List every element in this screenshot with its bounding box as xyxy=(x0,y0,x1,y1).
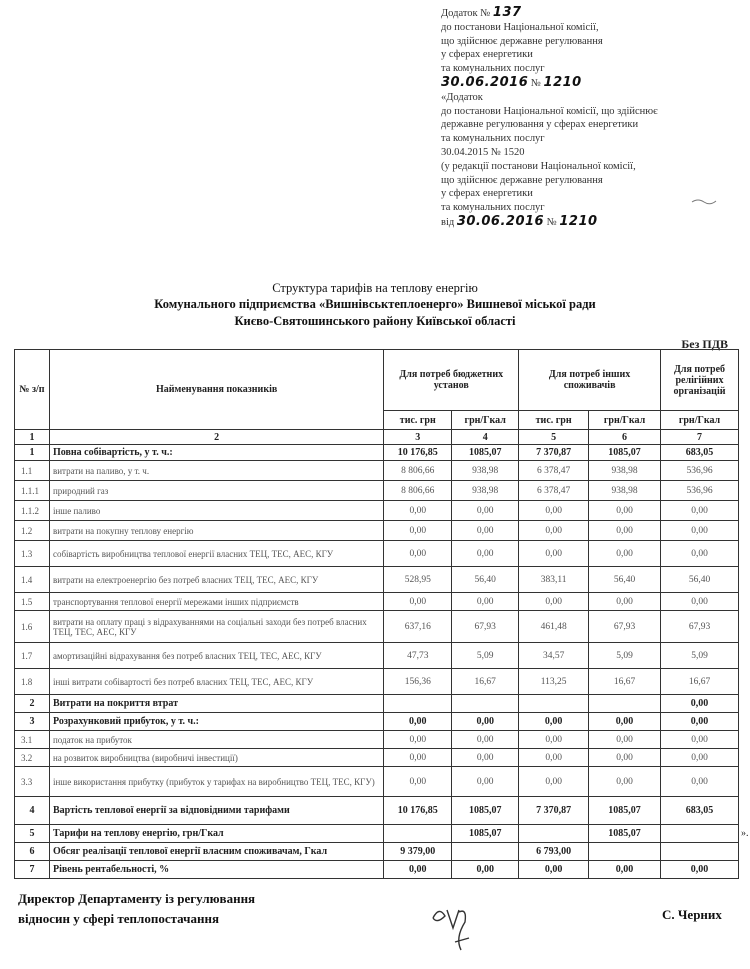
value-cell: 0,00 xyxy=(519,593,589,611)
unit-header: тис. грн xyxy=(384,411,452,430)
value-cell: 10 176,85 xyxy=(384,797,452,825)
position-line: Директор Департаменту із регулювання xyxy=(18,891,256,906)
vat-note: Без ПДВ xyxy=(681,337,728,351)
value-cell: 0,00 xyxy=(661,731,739,749)
value-cell: 0,00 xyxy=(661,695,739,713)
value-cell: 683,05 xyxy=(661,797,739,825)
region-name: Києво-Святошинського району Київської області xyxy=(234,314,516,328)
value-cell xyxy=(384,825,452,843)
header-line-appendix xyxy=(441,6,741,21)
value-cell: 47,73 xyxy=(384,643,452,669)
closing-quote: ». xyxy=(741,828,749,839)
column-number: 5 xyxy=(519,430,589,445)
header-indicator-name: Найменування показників xyxy=(49,350,383,430)
column-number: 6 xyxy=(589,430,661,445)
value-cell: 5,09 xyxy=(452,643,519,669)
row-index: 1 xyxy=(15,445,50,461)
value-cell: 0,00 xyxy=(519,749,589,767)
table-row xyxy=(15,749,739,767)
table-row xyxy=(15,521,739,541)
value-cell: 0,00 xyxy=(452,767,519,797)
header-line: (у редакції постанови Національної комісії, xyxy=(441,160,636,172)
value-cell: 67,93 xyxy=(452,611,519,643)
column-number: 2 xyxy=(49,430,383,445)
table-row xyxy=(15,731,739,749)
value-cell: 0,00 xyxy=(384,713,452,731)
value-cell: 0,00 xyxy=(452,731,519,749)
value-cell: 528,95 xyxy=(384,567,452,593)
handwritten-date: 30.06.2016 xyxy=(441,74,529,90)
value-cell: 536,96 xyxy=(661,461,739,481)
value-cell: 461,48 xyxy=(519,611,589,643)
value-cell: 0,00 xyxy=(661,521,739,541)
table-row xyxy=(15,695,739,713)
table-row xyxy=(15,843,739,861)
row-indicator-name: витрати на оплату праці з відрахуваннями на соціальні заходи без потреб власних ТЕЦ, ТЕС, АЕС, КГУ xyxy=(49,611,383,643)
row-indicator-name: Витрати на покриття втрат xyxy=(49,695,383,713)
table-row xyxy=(15,861,739,879)
row-indicator-name: витрати на паливо, у т. ч. xyxy=(49,461,383,481)
table-row xyxy=(15,825,739,843)
row-index: 3.1 xyxy=(15,731,50,749)
row-index: 3.2 xyxy=(15,749,50,767)
header-line-date xyxy=(441,215,741,230)
value-cell: 0,00 xyxy=(589,593,661,611)
value-cell: 0,00 xyxy=(384,731,452,749)
value-cell: 1085,07 xyxy=(452,825,519,843)
header-line: до постанови Національної комісії, що здійснює xyxy=(441,105,658,117)
row-indicator-name: на розвиток виробництва (виробничі інвестиції) xyxy=(49,749,383,767)
column-number: 4 xyxy=(452,430,519,445)
value-cell: 0,00 xyxy=(452,541,519,567)
row-indicator-name: Вартість теплової енергії за відповідними тарифами xyxy=(49,797,383,825)
handwritten-decree-number: 1210 xyxy=(559,213,598,229)
row-index: 5 xyxy=(15,825,50,843)
table-row xyxy=(15,767,739,797)
value-cell: 56,40 xyxy=(589,567,661,593)
row-indicator-name: Тарифи на теплову енергію, грн/Гкал xyxy=(49,825,383,843)
row-index: 1.1.2 xyxy=(15,501,50,521)
row-index: 3 xyxy=(15,713,50,731)
row-indicator-name: витрати на електроенергію без потреб власних ТЕЦ, ТЕС, АЕС, КГУ xyxy=(49,567,383,593)
value-cell xyxy=(519,825,589,843)
header-line: та комунальних послуг xyxy=(441,133,545,145)
value-cell: 7 370,87 xyxy=(519,797,589,825)
value-cell: 16,67 xyxy=(589,669,661,695)
value-cell: 1085,07 xyxy=(589,445,661,461)
value-cell: 0,00 xyxy=(452,501,519,521)
value-cell: 0,00 xyxy=(589,749,661,767)
value-cell: 16,67 xyxy=(661,669,739,695)
value-cell xyxy=(519,695,589,713)
document-title: Структура тарифів на теплову енергію xyxy=(272,281,478,295)
table-row xyxy=(15,643,739,669)
column-number: 1 xyxy=(15,430,50,445)
column-number: 7 xyxy=(661,430,739,445)
value-cell: 0,00 xyxy=(452,593,519,611)
value-cell: 0,00 xyxy=(661,541,739,567)
row-indicator-name: витрати на покупну теплову енергію xyxy=(49,521,383,541)
number-sign: № xyxy=(546,216,557,228)
value-cell: 0,00 xyxy=(384,861,452,879)
value-cell: 56,40 xyxy=(452,567,519,593)
header-religious-organizations: Для потреб релігійних організацій xyxy=(661,350,739,411)
value-cell: 1085,07 xyxy=(452,445,519,461)
row-index: 1.7 xyxy=(15,643,50,669)
table-row xyxy=(15,501,739,521)
table-row xyxy=(15,669,739,695)
value-cell: 0,00 xyxy=(452,521,519,541)
value-cell: 56,40 xyxy=(661,567,739,593)
stray-mark-icon xyxy=(690,196,720,206)
value-cell: 0,00 xyxy=(384,541,452,567)
value-cell: 0,00 xyxy=(519,541,589,567)
handwritten-signature-icon xyxy=(425,898,485,958)
header-line: що здійснює державне регулювання xyxy=(441,174,603,186)
value-cell: 9 379,00 xyxy=(384,843,452,861)
unit-header: грн/Гкал xyxy=(589,411,661,430)
position-line: відносин у сфері теплопостачання xyxy=(18,911,219,926)
appendix-number-handwritten: 137 xyxy=(492,5,522,20)
value-cell: 0,00 xyxy=(384,767,452,797)
value-cell: 1085,07 xyxy=(589,825,661,843)
header-num: № з/п xyxy=(15,350,50,430)
value-cell: 0,00 xyxy=(519,501,589,521)
row-index: 1.8 xyxy=(15,669,50,695)
table-row xyxy=(15,481,739,501)
table-row xyxy=(15,445,739,461)
row-indicator-name: собівартість виробництва теплової енергії власних ТЕЦ, ТЕС, АЕС, КГУ xyxy=(49,541,383,567)
value-cell: 67,93 xyxy=(589,611,661,643)
row-indicator-name: інше паливо xyxy=(49,501,383,521)
row-index: 1.1 xyxy=(15,461,50,481)
value-cell: 0,00 xyxy=(519,713,589,731)
value-cell: 5,09 xyxy=(661,643,739,669)
value-cell: 113,25 xyxy=(519,669,589,695)
table-row xyxy=(15,567,739,593)
value-cell: 0,00 xyxy=(519,731,589,749)
row-index: 3.3 xyxy=(15,767,50,797)
enterprise-name: Комунального підприємства «Вишнівськтеплоенерго» Вишневої міської ради xyxy=(154,297,596,311)
table-row xyxy=(15,541,739,567)
value-cell: 6 378,47 xyxy=(519,481,589,501)
row-indicator-name: Обсяг реалізації теплової енергії власним споживачам, Гкал xyxy=(49,843,383,861)
handwritten-date: 30.06.2016 xyxy=(456,213,545,229)
row-index: 7 xyxy=(15,861,50,879)
value-cell: 938,98 xyxy=(589,461,661,481)
row-indicator-name: Повна собівартість, у т. ч.: xyxy=(49,445,383,461)
row-index: 2 xyxy=(15,695,50,713)
value-cell: 34,57 xyxy=(519,643,589,669)
unit-header: грн/Гкал xyxy=(452,411,519,430)
value-cell: 0,00 xyxy=(452,749,519,767)
value-cell: 0,00 xyxy=(589,541,661,567)
row-indicator-name: Розрахунковий прибуток, у т. ч.: xyxy=(49,713,383,731)
value-cell xyxy=(589,843,661,861)
row-index: 1.6 xyxy=(15,611,50,643)
row-indicator-name: транспортування теплової енергії мережами інших підприємств xyxy=(49,593,383,611)
row-index: 1.3 xyxy=(15,541,50,567)
value-cell: 0,00 xyxy=(384,521,452,541)
table-row xyxy=(15,797,739,825)
value-cell: 67,93 xyxy=(661,611,739,643)
value-cell: 683,05 xyxy=(661,445,739,461)
row-indicator-name: амортизаційні відрахування без потреб власних ТЕЦ, ТЕС, АЕС, КГУ xyxy=(49,643,383,669)
header-other-consumers: Для потреб інших споживачів xyxy=(519,350,661,411)
value-cell: 938,98 xyxy=(452,461,519,481)
tariff-structure-table xyxy=(14,349,739,879)
column-number: 3 xyxy=(384,430,452,445)
signatory-position xyxy=(18,889,255,929)
value-cell: 0,00 xyxy=(384,593,452,611)
value-cell xyxy=(452,843,519,861)
value-cell: 16,67 xyxy=(452,669,519,695)
header-line: до постанови Національної комісії, xyxy=(441,21,599,33)
value-cell: 1085,07 xyxy=(452,797,519,825)
number-sign: № xyxy=(530,77,541,89)
value-cell: 6 793,00 xyxy=(519,843,589,861)
value-cell: 0,00 xyxy=(661,767,739,797)
value-cell: 0,00 xyxy=(452,713,519,731)
row-index: 1.2 xyxy=(15,521,50,541)
value-cell: 5,09 xyxy=(589,643,661,669)
value-cell xyxy=(661,843,739,861)
header-line: та комунальних послуг xyxy=(441,63,545,75)
value-cell: 0,00 xyxy=(661,501,739,521)
unit-header: тис. грн xyxy=(519,411,589,430)
row-index: 1.4 xyxy=(15,567,50,593)
table-row xyxy=(15,461,739,481)
row-index: 4 xyxy=(15,797,50,825)
table-body xyxy=(15,445,739,879)
value-cell: 0,00 xyxy=(589,521,661,541)
handwritten-decree-number: 1210 xyxy=(543,74,582,90)
row-indicator-name: інше використання прибутку (прибуток у тарифах на виробництво ТЕЦ, ТЕС, КГУ) xyxy=(49,767,383,797)
value-cell: 0,00 xyxy=(452,861,519,879)
value-cell: 0,00 xyxy=(589,501,661,521)
value-cell: 0,00 xyxy=(589,767,661,797)
header-line: «Додаток xyxy=(441,91,483,103)
value-cell xyxy=(589,695,661,713)
appendix-label: Додаток № xyxy=(441,8,491,19)
value-cell: 536,96 xyxy=(661,481,739,501)
header-line: 30.04.2015 № 1520 xyxy=(441,146,525,158)
header-line: та комунальних послуг xyxy=(441,202,545,214)
row-indicator-name: інші витрати собівартості без потреб власних ТЕЦ, ТЕС, АЕС, КГУ xyxy=(49,669,383,695)
row-index: 6 xyxy=(15,843,50,861)
value-cell xyxy=(384,695,452,713)
value-cell: 0,00 xyxy=(589,713,661,731)
row-indicator-name: Рівень рентабельності, % xyxy=(49,861,383,879)
value-cell: 383,11 xyxy=(519,567,589,593)
value-cell: 0,00 xyxy=(519,767,589,797)
header-budget-institutions: Для потреб бюджетних установ xyxy=(384,350,519,411)
value-cell: 1085,07 xyxy=(589,797,661,825)
header-line-date xyxy=(441,76,741,91)
header-line: що здійснює державне регулювання xyxy=(441,35,603,47)
value-cell: 7 370,87 xyxy=(519,445,589,461)
row-indicator-name: природний газ xyxy=(49,481,383,501)
value-cell: 0,00 xyxy=(589,731,661,749)
value-cell: 637,16 xyxy=(384,611,452,643)
value-cell: 0,00 xyxy=(661,749,739,767)
value-cell: 8 806,66 xyxy=(384,461,452,481)
value-cell: 938,98 xyxy=(589,481,661,501)
value-cell: 938,98 xyxy=(452,481,519,501)
value-cell: 0,00 xyxy=(589,861,661,879)
signatory-name: С. Черних xyxy=(662,907,722,922)
value-cell: 0,00 xyxy=(519,521,589,541)
header-line: у сферах енергетики xyxy=(441,188,533,200)
header-line: державне регулювання у сферах енергетики xyxy=(441,119,639,131)
value-cell: 0,00 xyxy=(661,593,739,611)
value-cell: 0,00 xyxy=(661,861,739,879)
table-row xyxy=(15,593,739,611)
value-cell: 156,36 xyxy=(384,669,452,695)
value-cell: 0,00 xyxy=(661,713,739,731)
value-cell: 0,00 xyxy=(384,501,452,521)
table-row xyxy=(15,713,739,731)
value-cell xyxy=(452,695,519,713)
header-line: у сферах енергетики xyxy=(441,49,533,61)
unit-header: грн/Гкал xyxy=(661,411,739,430)
value-cell: 10 176,85 xyxy=(384,445,452,461)
row-indicator-name: податок на прибуток xyxy=(49,731,383,749)
row-index: 1.5 xyxy=(15,593,50,611)
value-cell: 0,00 xyxy=(519,861,589,879)
from-label: від xyxy=(441,216,455,228)
value-cell xyxy=(661,825,739,843)
row-index: 1.1.1 xyxy=(15,481,50,501)
value-cell: 0,00 xyxy=(384,749,452,767)
value-cell: 6 378,47 xyxy=(519,461,589,481)
value-cell: 8 806,66 xyxy=(384,481,452,501)
table-row xyxy=(15,611,739,643)
